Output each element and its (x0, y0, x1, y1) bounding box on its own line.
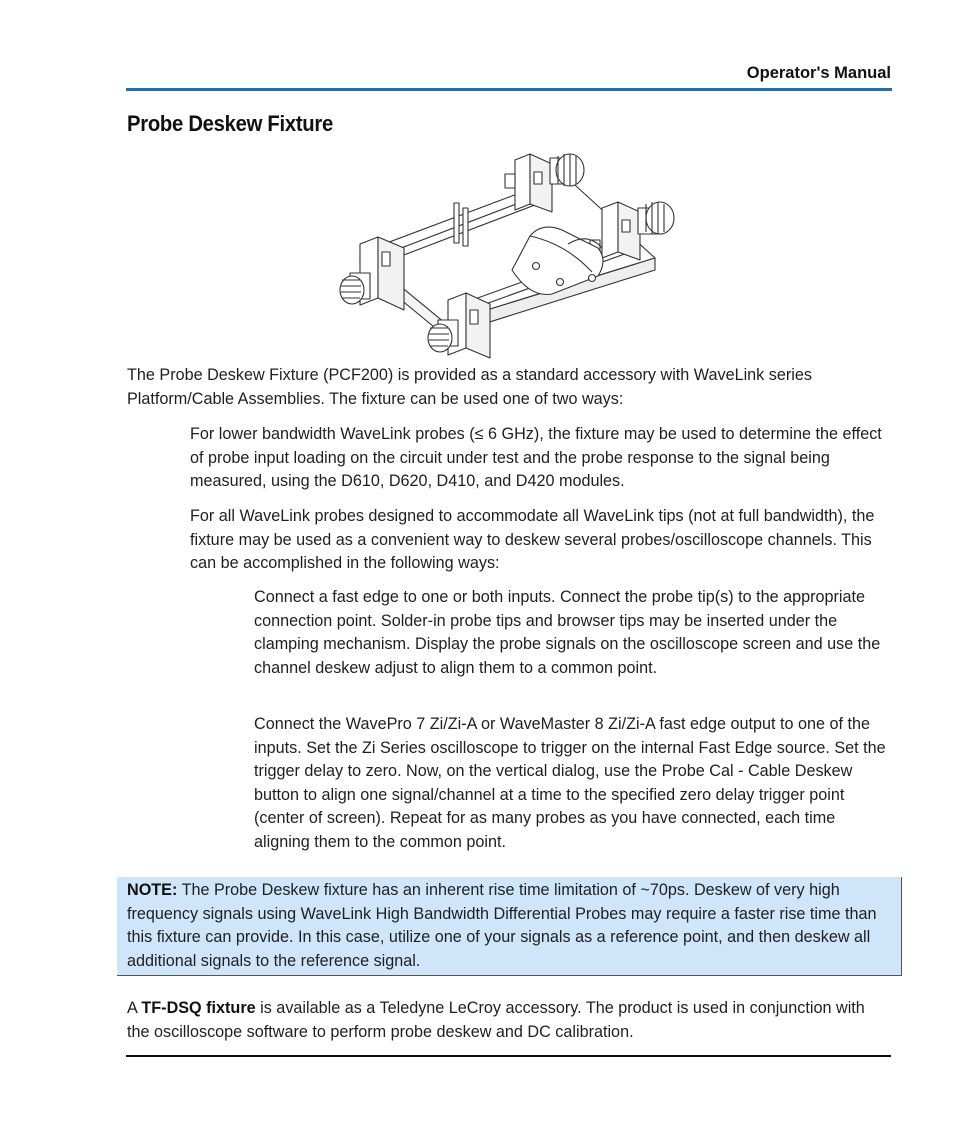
header-rule (126, 88, 892, 91)
deskew-method-1: Connect a fast edge to one or both inputs. Connect the probe tip(s) to the appropriate connection point. Solder-in probe tips and browser tips may be inserted under the clamping mechanism. Display the probe signals on the oscilloscope screen and use the channel deskew adjust to align them to a common point. (254, 588, 881, 677)
deskew-method-2: Connect the WavePro 7 Zi/Zi-A or WaveMaster 8 Zi/Zi-A fast edge output to one of the inputs. Set the Zi Series oscilloscope to trigger on the internal Fast Edge source. Set the trigger delay to zero. Now, on the vertical dialog, use the Probe Cal - Cable Deskew button to align one signal/channel at a time to the specified zero delay trigger point (center of screen). Repeat for as many probes as you have connected, each time aligning them to the common point. (254, 715, 886, 851)
note-paragraph (127, 879, 897, 973)
note-text: The Probe Deskew fixture has an inherent rise time limitation of ~70ps. Deskew of very high frequency signals using WaveLink High Bandwidth Differential Probes may require a faster rise time than this fixture can provide. In this case, utilize one of your signals as a reference point, and then deskew all additional signals to the reference signal. (127, 881, 877, 970)
note-label: NOTE: (127, 881, 178, 899)
product-name: TF-DSQ fixture (141, 999, 256, 1017)
final-paragraph (127, 997, 887, 1044)
section-title: Probe Deskew Fixture (127, 111, 333, 136)
probe-deskew-fixture-illustration (330, 148, 680, 360)
final-suffix: is available as a Teledyne LeCroy accessory. The product is used in conjunction with the oscilloscope software to perform probe deskew and DC calibration. (127, 999, 865, 1041)
final-prefix: A (127, 999, 142, 1017)
footer-rule (126, 1055, 891, 1057)
usage-way-1: For lower bandwidth WaveLink probes (≤ 6 GHz), the fixture may be used to determine the effect of probe input loading on the circuit under test and the probe response to the signal being measured, using the D610, D620, D410, and D420 modules. (190, 425, 882, 490)
intro-paragraph: The Probe Deskew Fixture (PCF200) is provided as a standard accessory with WaveLink series Platform/Cable Assemblies. The fixture can be used one of two ways: (127, 366, 812, 408)
header-title: Operator's Manual (746, 64, 891, 82)
usage-way-2: For all WaveLink probes designed to accommodate all WaveLink tips (not at full bandwidth), the fixture may be used as a convenient way to deskew several probes/oscilloscope channels. This can be accomplished in the following ways: (190, 507, 875, 572)
